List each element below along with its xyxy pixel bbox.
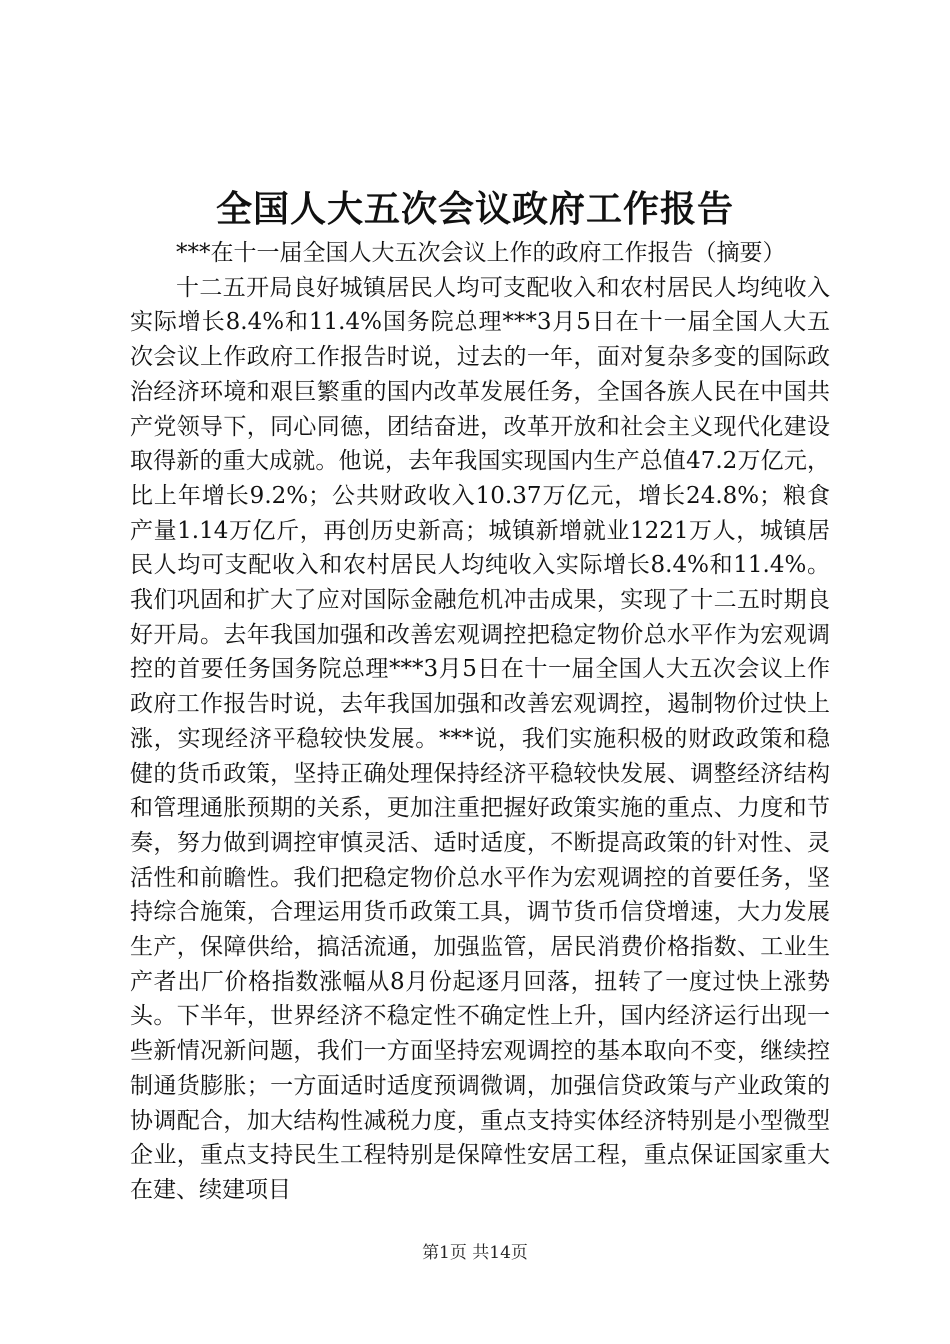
document-title: 全国人大五次会议政府工作报告 — [215, 188, 734, 230]
paragraph-main: 十二五开局良好城镇居民人均可支配收入和农村居民人均纯收入实际增长8.4%和11.4%国务院总理***3月5日在十一届全国人大五次会议上作政府工作报告时说，过去的一年，面对复杂多变的国际政治经济环境和艰巨繁重的国内改革发展任务，全国各族人民在中国共产党领导下，同心同德，团结奋进，改革开放和社会主义现代化建设取得新的重大成就。他说，去年我国实现国内生产总值47.2万亿元，比上年增长9.2%；公共财政收入10.37万亿元，增长24.8%；粮食产量1.14万亿斤，再创历史新高；城镇新增就业1221万人，城镇居民人均可支配收入和农村居民人均纯收入实际增长8.4%和11.4%。我们巩固和扩大了应对国际金融危机冲击成果，实现了十二五时期良好开局。去年我国加强和改善宏观调控把稳定物价总水平作为宏观调控的首要任务国务院总理***3月5日在十一届全国人大五次会议上作政府工作报告时说，去年我国加强和改善宏观调控，遏制物价过快上涨，实现经济平稳较快发展。***说，我们实施积极的财政政策和稳健的货币政策，坚持正确处理保持经济平稳较快发展、调整经济结构和管理通胀预期的关系，更加注重把握好政策实施的重点、力度和节奏，努力做到调控审慎灵活、适时适度，不断提高政策的针对性、灵活性和前瞻性。我们把稳定物价总水平作为宏观调控的首要任务，坚持综合施策，合理运用货币政策工具，调节货币信贷增速，大力发展生产，保障供给，搞活流通，加强监管，居民消费价格指数、工业生产者出厂价格指数涨幅从8月份起逐月回落，扭转了一度过快上涨势头。下半年，世界经济不稳定性不确定性上升，国内经济运行出现一些新情况新问题，我们一方面坚持宏观调控的基本取向不变，继续控制通货膨胀；一方面适时适度预调微调，加强信贷政策与产业政策的协调配合，加大结构性减税力度，重点支持实体经济特别是小型微型企业，重点支持民生工程特别是保障性安居工程，重点保证国家重大在建、续建项目 — [130, 274, 830, 1203]
page-number-footer: 第1页 共14页 — [422, 1243, 528, 1263]
paragraph-subtitle: ***在十一届全国人大五次会议上作的政府工作报告（摘要） — [176, 240, 786, 266]
document-body — [130, 236, 830, 1208]
